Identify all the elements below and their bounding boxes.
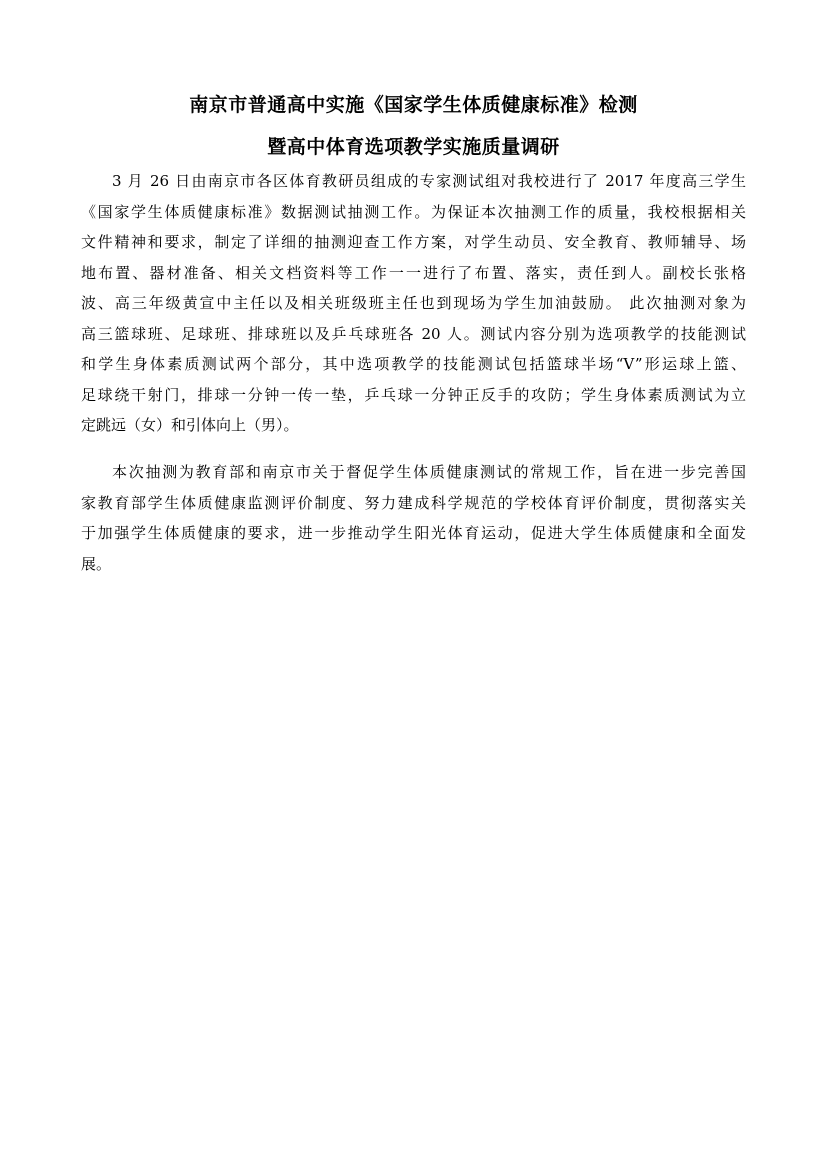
paragraph-line: 3 月 26 日由南京市各区体育教研员组成的专家测试组对我校进行了 2017 年度高三学生 [112,172,746,190]
paragraph-line: 展。 [81,554,112,573]
paragraph-line: 足球绕干射门，排球一分钟一传一垫，乒乓球一分钟正反手的攻防；学生身体素质测试为立 [81,385,746,404]
paragraph-line: 波、高三年级黄宣中主任以及相关班级班主任也到现场为学生加油鼓励。 此次抽测对象为 [81,294,746,312]
paragraph-line: 和学生身体素质测试两个部分，其中选项教学的技能测试包括篮球半场“V”形运球上篮、 [81,355,746,373]
paragraph-line: 文件精神和要求，制定了详细的抽测迎查工作方案，对学生动员、安全教育、教师辅导、场 [81,233,746,251]
document-title-line-2: 暨高中体育选项教学实施质量调研 [267,136,560,158]
paragraph-line: 家教育部学生体质健康监测评价制度、努力建成科学规范的学校体育评价制度，贯彻落实关 [81,493,746,512]
paragraph-line: 地布置、器材准备、相关文档资料等工作一一进行了布置、落实，责任到人。副校长张格 [81,263,746,282]
paragraph-line: 于加强学生体质健康的要求，进一步推动学生阳光体育运动，促进大学生体质健康和全面发 [81,524,746,542]
paragraph-line: 《国家学生体质健康标准》数据测试抽测工作。为保证本次抽测工作的质量，我校根据相关 [81,202,746,221]
paragraph-line: 高三篮球班、足球班、排球班以及乒乓球班各 20 人。测试内容分别为选项教学的技能测试 [81,324,746,343]
document-title-line-1: 南京市普通高中实施《国家学生体质健康标准》检测 [189,94,638,116]
paragraph-2 [81,457,746,579]
paragraph-line: 定跳远（女）和引体向上（男）。 [81,416,299,434]
paragraph-1 [81,166,746,441]
paragraph-line: 本次抽测为教育部和南京市关于督促学生体质健康测试的常规工作，旨在进一步完善国 [112,463,746,481]
